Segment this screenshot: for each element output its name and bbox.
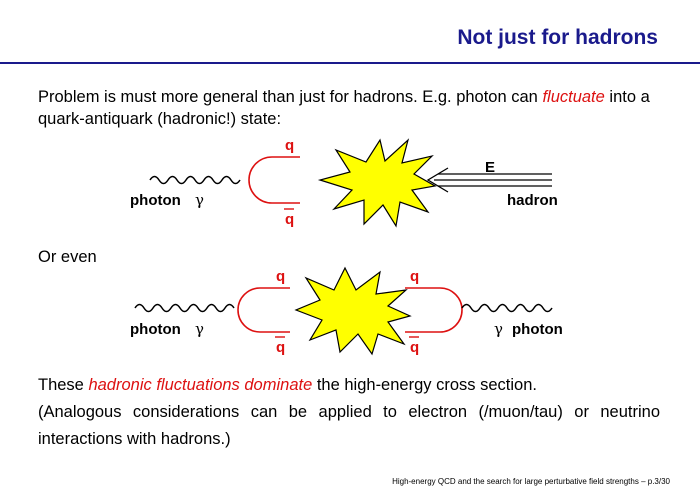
antiquark-label-2-right: q	[410, 339, 420, 356]
quark-loop-2-right	[405, 288, 462, 332]
photon-label-2-left: photon	[130, 321, 181, 338]
collision-star-2	[296, 268, 410, 354]
paragraph-or-even: Or even	[38, 248, 97, 266]
photon-wavy-line-2-left	[135, 305, 234, 312]
intro-text-a: Problem is must more general than just for hadrons. E.g. photon can	[38, 88, 543, 106]
quark-label-2-left: q	[276, 268, 286, 285]
slide-title: Not just for hadrons	[457, 26, 658, 49]
conclusion-text-b: the high-energy cross section.	[312, 376, 537, 394]
energy-label: E	[485, 159, 496, 176]
antiquark-label-2-left: q	[276, 339, 286, 356]
quark-loop-1	[249, 157, 300, 203]
fluctuate-emphasis: fluctuate	[542, 88, 605, 106]
intro-text-b: into a quark-antiquark (hadronic!) state:	[38, 88, 650, 128]
diagram-photon-photon	[130, 268, 563, 356]
slide-footer: High-energy QCD and the search for large perturbative field strengths – p.3/30	[392, 477, 670, 486]
photon-wavy-line-2-right	[462, 305, 552, 312]
conclusion-text-a: These	[38, 376, 89, 394]
analogous-line-1: (Analogous considerations can be applied to electron (/muon/tau) or neutrino	[38, 403, 660, 421]
analogous-line-2: interactions with hadrons.)	[38, 430, 231, 448]
gamma-symbol-2-left: γ	[195, 320, 204, 338]
gamma-symbol-2-right: γ	[494, 320, 503, 338]
hadronic-fluctuations-emphasis: hadronic fluctuations dominate	[88, 376, 313, 394]
antiquark-label-1: q	[285, 211, 295, 228]
quark-loop-2-left	[238, 288, 290, 332]
photon-label-2-right: photon	[512, 321, 563, 338]
hadron-label: hadron	[507, 192, 558, 209]
collision-star-1	[320, 140, 435, 226]
quark-label-1: q	[285, 137, 295, 154]
photon-wavy-line-1	[150, 177, 240, 184]
gamma-symbol-1: γ	[195, 191, 204, 209]
photon-label-1: photon	[130, 192, 181, 209]
quark-label-2-right: q	[410, 268, 420, 285]
diagram-photon-hadron	[130, 137, 558, 228]
